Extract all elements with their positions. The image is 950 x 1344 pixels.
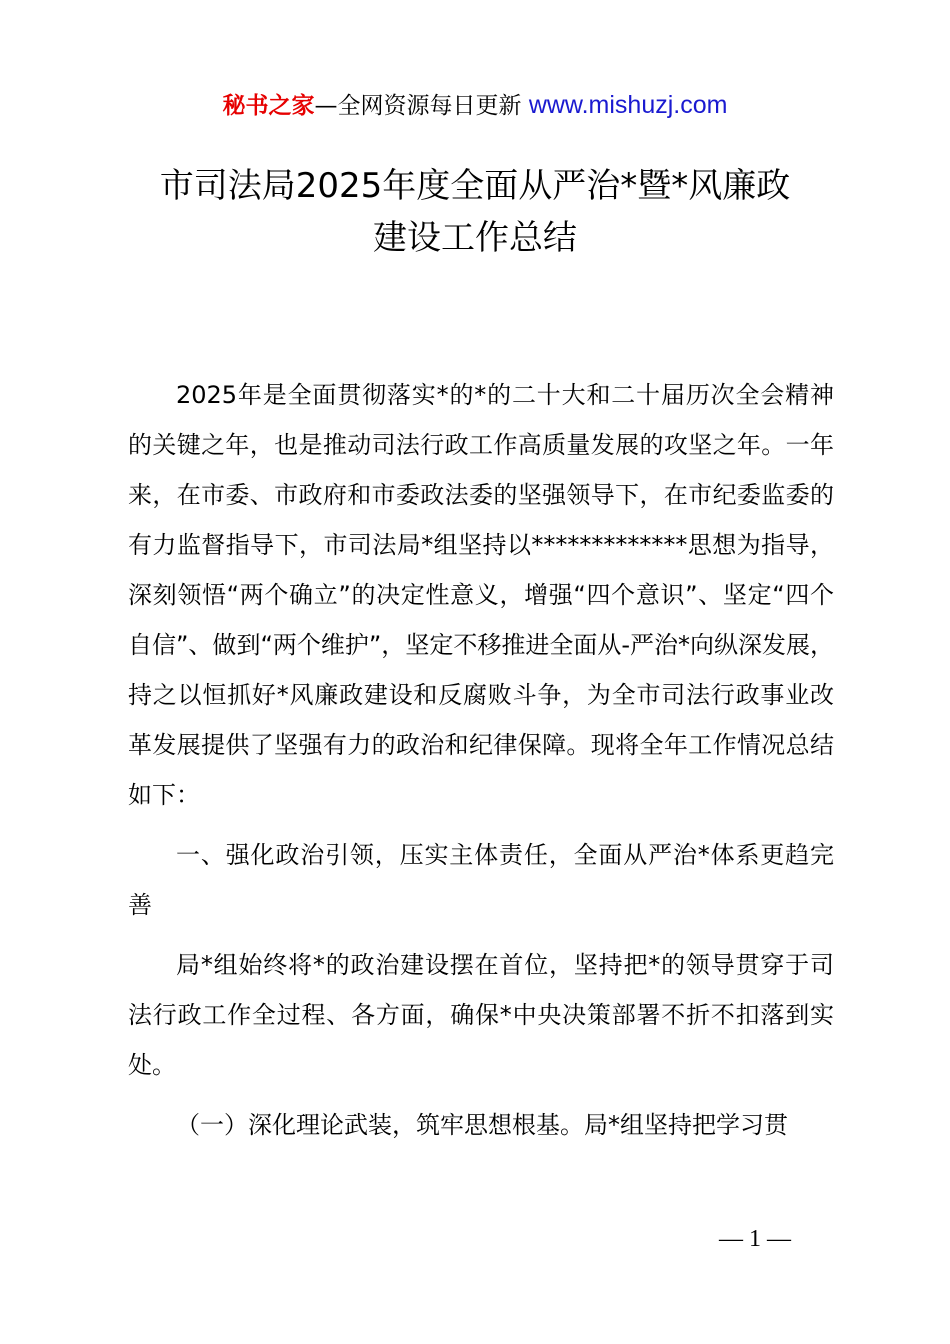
title-line-1: 市司法局2025年度全面从严治*暨*风廉政 xyxy=(159,166,791,206)
subsection-paragraph: （一）深化理论武装，筑牢思想根基。局*组坚持把学习贯 xyxy=(176,1111,788,1139)
brand-name: 秘书之家 xyxy=(222,93,315,119)
page-number: — 1 — xyxy=(719,1226,791,1252)
title-line-2: 建设工作总结 xyxy=(373,218,577,258)
document-title xyxy=(60,160,890,264)
section-heading-1: 一、强化政治引领，压实主体责任，全面从严治*体系更趋完善 xyxy=(128,841,834,919)
section-paragraph: 局*组始终将*的政治建设摆在首位，坚持把*的领导贯穿于司法行政工作全过程、各方面，确保*中央决策部署不折不扣落到实处。 xyxy=(128,951,834,1079)
site-header xyxy=(0,88,950,123)
document-body xyxy=(128,370,834,1160)
site-url-link[interactable]: www.mishuzj.com xyxy=(528,91,728,119)
intro-paragraph: 2025年是全面贯彻落实*的*的二十大和二十届历次全会精神的关键之年，也是推动司法行政工作高质量发展的攻坚之年。一年来，在市委、市政府和市委政法委的坚强领导下，在市纪委监委的有力监督指导下，市司法局*组坚持以*************思想为指导，深刻领悟“两个确立”的决定性意义，增强“四个意识”、坚定“四个自信”、做到“两个维护”，坚定不移推进全面从-严治*向纵深发展，持之以恒抓好*风廉政建设和反腐败斗争，为全市司法行政事业改革发展提供了坚强有力的政治和纪律保障。现将全年工作情况总结如下： xyxy=(128,381,834,809)
header-tagline: —全网资源每日更新 xyxy=(314,93,522,119)
